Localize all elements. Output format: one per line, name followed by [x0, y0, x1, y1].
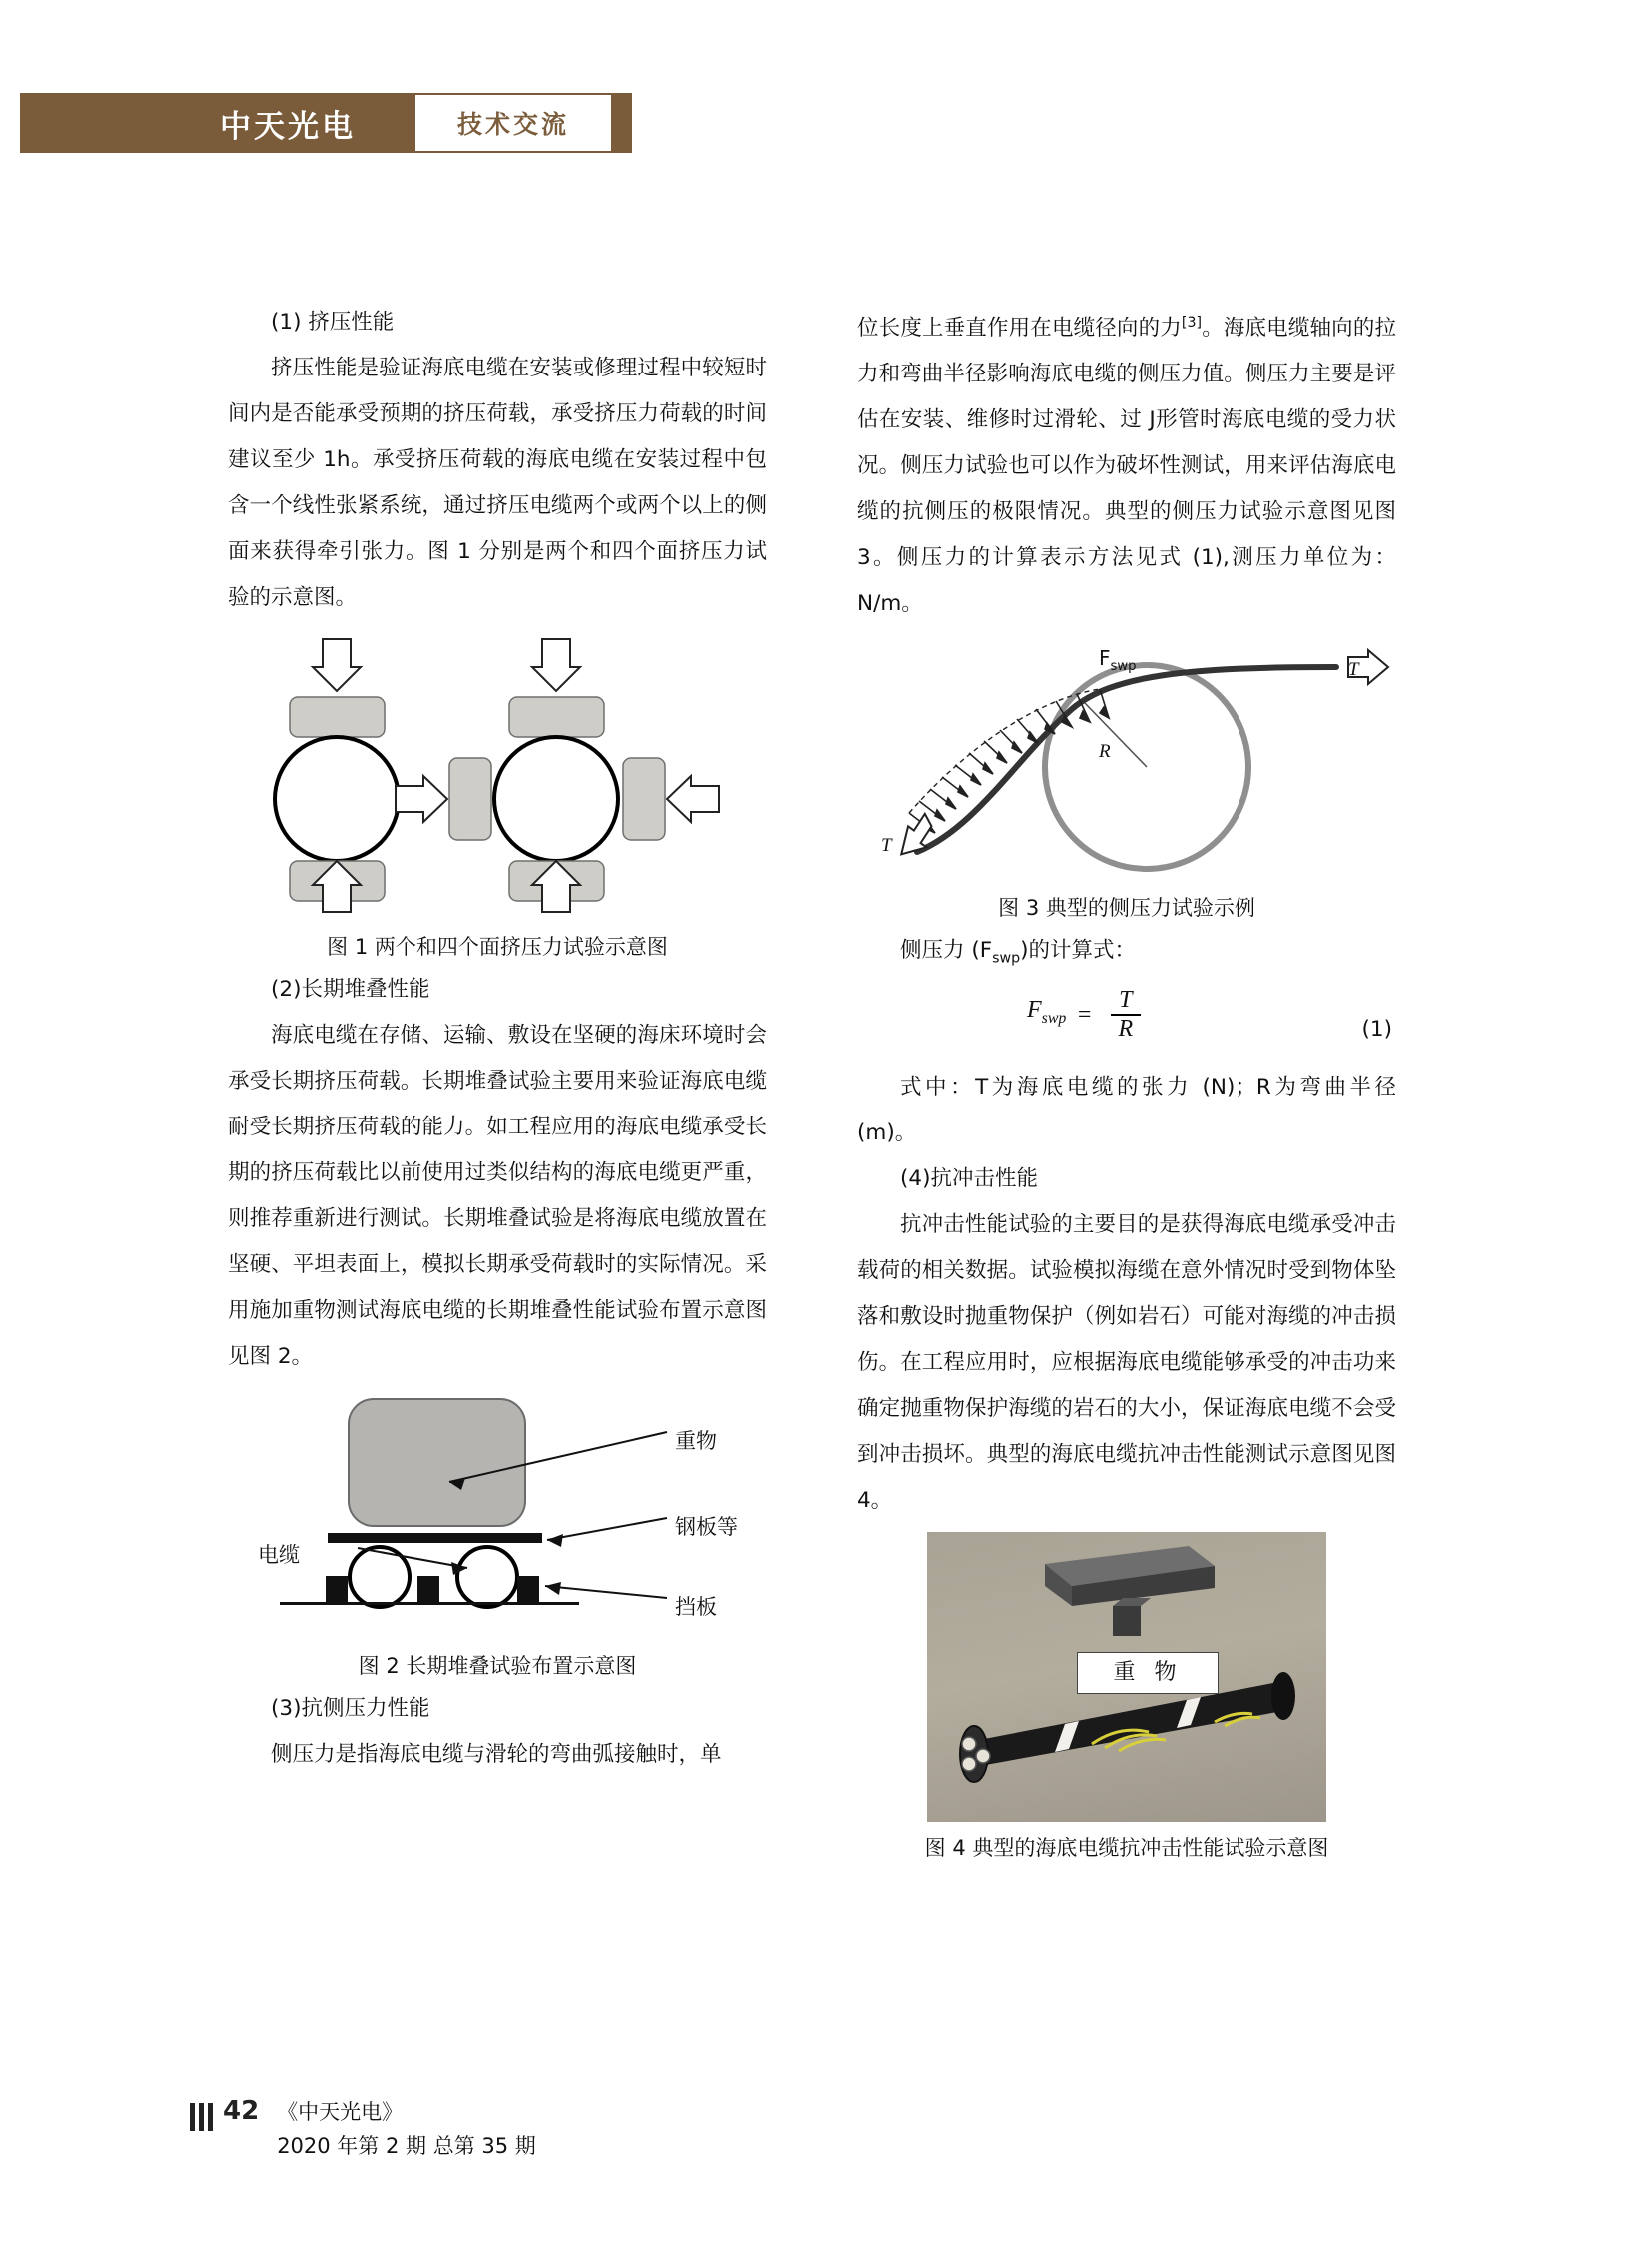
label-steel-plate: 钢板等 — [675, 1515, 738, 1539]
label-radius: R — [1099, 741, 1111, 763]
figure-1 — [228, 631, 767, 967]
formula-1 — [857, 985, 1396, 1063]
journal-title: 《中天光电》 — [277, 2100, 404, 2124]
para-text-part2: 。海底电缆轴向的拉力和弯曲半径影响海底电缆的侧压力值。侧压力主要是评估在安装、维修时过滑轮、过 J形管时海底电缆的受力状况。侧压力试验也可以作为破坏性测试，用来评估海底电缆的抗侧压的极限情况。典型的侧压力试验示意图见图 3。侧压力的计算表示方法见式 (1),测压力单位为：N/m。 — [857, 316, 1396, 617]
cable-path — [917, 667, 1336, 852]
arrow-left-icon — [667, 776, 719, 822]
page-footer — [190, 2095, 536, 2163]
para-squeeze: 挤压性能是验证海底电缆在安装或修理过程中较短时间内是否能承受预期的挤压荷载，承受挤压力荷载的时间建议至少 1h。承受挤压荷载的海底电缆在安装过程中包含一个线性张紧系统，通过挤压电缆两个或两个以上的侧面来获得牵引张力。图 1 分别是两个和四个面挤压力试验的示意图。 — [228, 356, 767, 610]
left-column — [228, 300, 767, 1778]
arrow-down-icon — [532, 639, 580, 691]
heading-side-pressure: (3)抗侧压力性能 — [271, 1696, 430, 1721]
figure-3 — [857, 637, 1396, 928]
weight-stem — [1113, 1606, 1141, 1636]
label-baffle: 挡板 — [675, 1595, 717, 1619]
journal-logo: 中天光电 — [220, 108, 356, 145]
footer-bars-icon — [190, 2103, 213, 2131]
press-plate — [449, 758, 491, 840]
press-plate — [290, 697, 385, 737]
formula-expression — [1027, 987, 1141, 1042]
arrow-right-icon — [396, 776, 447, 822]
label-fswp: $F_{swp}$ — [1099, 646, 1137, 675]
label-tension-left: T — [881, 835, 892, 857]
figure-4 — [857, 1532, 1396, 1868]
page-number: 42 — [223, 2096, 260, 2126]
label-weight: 重 物 — [1077, 1652, 1219, 1694]
cable-cross-section — [494, 737, 618, 861]
figure-1-drawing — [228, 631, 767, 921]
heading-longterm-stack: (2)长期堆叠性能 — [271, 977, 430, 1002]
formula-denominator: R — [1118, 1015, 1134, 1042]
formula-lhs: $F_{swp}$ — [1027, 997, 1067, 1028]
figure-4-caption: 图 4 典型的海底电缆抗冲击性能试验示意图 — [924, 1836, 1329, 1861]
page-header — [20, 93, 632, 153]
arrow-down-icon — [313, 639, 361, 691]
para-text-part1: 位长度上垂直作用在电缆径向的力 — [857, 316, 1182, 342]
formula-fraction — [1111, 988, 1142, 1042]
figure-2-caption: 图 2 长期堆叠试验布置示意图 — [358, 1654, 637, 1678]
formula-number: (1) — [1361, 1017, 1392, 1043]
figure-2 — [228, 1390, 767, 1686]
para-longterm-stack: 海底电缆在存储、运输、敷设在坚硬的海床环境时会承受长期挤压荷载。长期堆叠试验主要用来验证海底电缆耐受长期挤压荷载的能力。如工程应用的海底电缆承受长期的挤压荷载比以前使用过类似结构的海底电缆更严重，则推荐重新进行测试。长期堆叠试验是将海底电缆放置在坚硬、平坦表面上，模拟长期承受荷载时的实际情况。采用施加重物测试海底电缆的长期堆叠性能试验布置示意图见图 2。 — [228, 1023, 767, 1369]
reference-marker: [3] — [1181, 315, 1203, 331]
press-plate — [509, 697, 604, 737]
formula-numerator: T — [1119, 986, 1133, 1013]
label-tension-right: T — [1348, 659, 1359, 681]
para-side-pressure-cont — [857, 300, 1396, 627]
formula-equals: = — [1076, 1001, 1093, 1028]
label-cable: 电缆 — [258, 1543, 300, 1567]
label-weight: 重物 — [675, 1429, 717, 1453]
formula-note: 式中：T为海底电缆的张力 (N)；R为弯曲半径 (m)。 — [857, 1075, 1396, 1146]
figure-3-caption: 图 3 典型的侧压力试验示例 — [998, 896, 1255, 921]
cable-cross-section — [275, 737, 399, 861]
load-arrows — [909, 689, 1109, 833]
journal-issue: 2020 年第 2 期 总第 35 期 — [277, 2134, 536, 2158]
arrow-down-left-icon — [891, 813, 938, 856]
footer-journal-info — [277, 2095, 536, 2163]
section-tab: 技术交流 — [413, 93, 613, 153]
para-impact: 抗冲击性能试验的主要目的是获得海底电缆承受冲击载荷的相关数据。试验模拟海缆在意外情况时受到物体坠落和敷设时抛重物保护（例如岩石）可能对海缆的冲击损伤。在工程应用时，应根据海底电缆能够承受的冲击功来确定抛重物保护海缆的岩石的大小，保证海底电缆不会受到冲击损坏。典型的海底电缆抗冲击性能测试示意图见图 4。 — [857, 1212, 1396, 1514]
press-plate — [623, 758, 665, 840]
heading-squeeze: (1) 挤压性能 — [271, 310, 395, 335]
heading-impact: (4)抗冲击性能 — [900, 1166, 1038, 1192]
radius-line — [1085, 703, 1147, 767]
figure-1-caption: 图 1 两个和四个面挤压力试验示意图 — [327, 935, 668, 959]
para-side-pressure-start: 侧压力是指海底电缆与滑轮的弯曲弧接触时，单 — [271, 1742, 722, 1767]
formula-intro: 侧压力 $(F_{swp})$的计算式： — [900, 938, 1136, 967]
right-column — [857, 300, 1396, 1868]
